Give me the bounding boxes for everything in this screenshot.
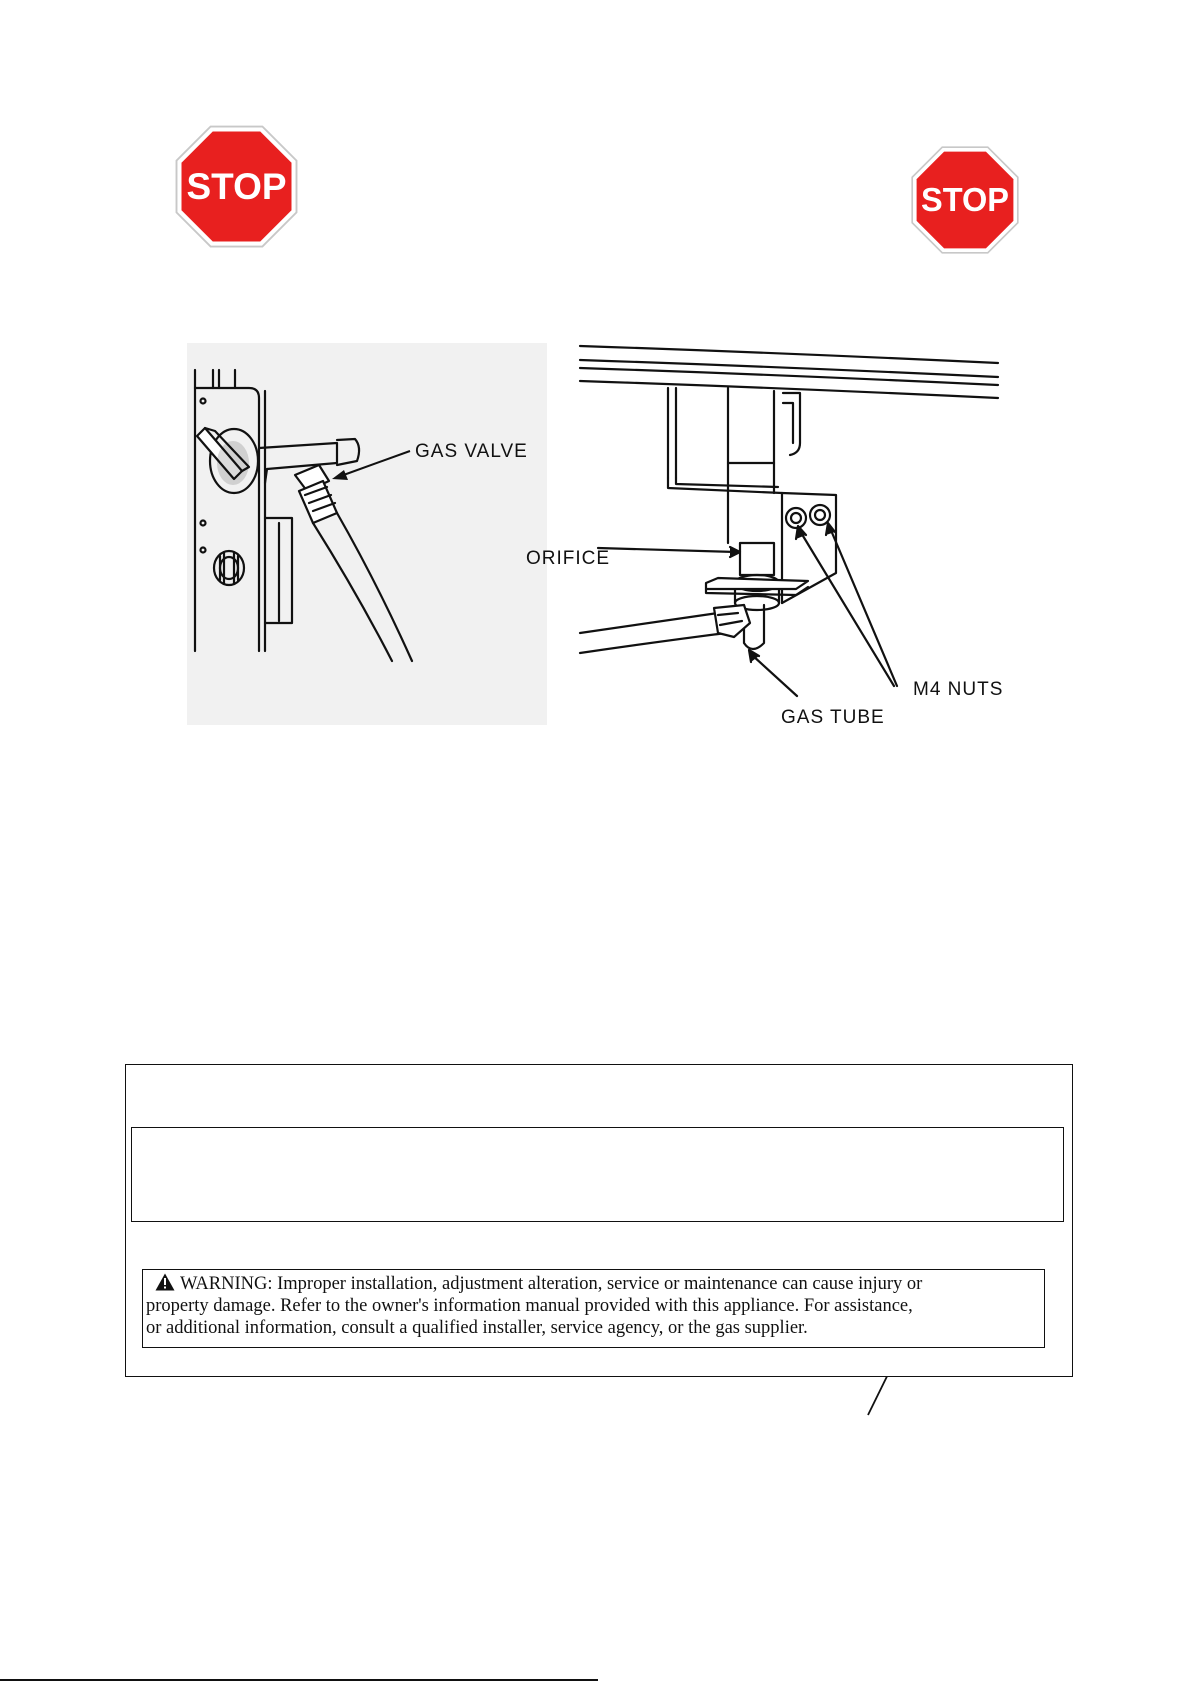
stop-sign-text: STOP bbox=[921, 181, 1009, 218]
stop-sign-icon bbox=[174, 124, 299, 249]
gas-tube-label: GAS TUBE bbox=[781, 707, 885, 728]
stop-sign-text: STOP bbox=[186, 165, 287, 207]
warning-line-2: property damage. Refer to the owner's information manual provided with this appliance. For assistance, bbox=[146, 1296, 913, 1316]
warning-line-3: or additional information, consult a qualified installer, service agency, or the gas supplier. bbox=[146, 1318, 808, 1338]
gas-valve-label: GAS VALVE bbox=[415, 441, 528, 462]
warning-line-1: WARNING: Improper installation, adjustment alteration, service or maintenance can cause injury or bbox=[180, 1274, 923, 1294]
stop-sign-icon bbox=[910, 145, 1020, 255]
m4-nuts-label: M4 NUTS bbox=[913, 679, 1004, 700]
warning-triangle-icon bbox=[155, 1273, 175, 1291]
orifice-illustration bbox=[568, 343, 1011, 728]
warning-notice bbox=[142, 1269, 1045, 1348]
footer-rule bbox=[0, 1679, 598, 1681]
gas-valve-illustration bbox=[187, 343, 547, 725]
orifice-label: ORIFICE bbox=[526, 548, 611, 569]
rating-label-inner-box bbox=[131, 1127, 1064, 1222]
